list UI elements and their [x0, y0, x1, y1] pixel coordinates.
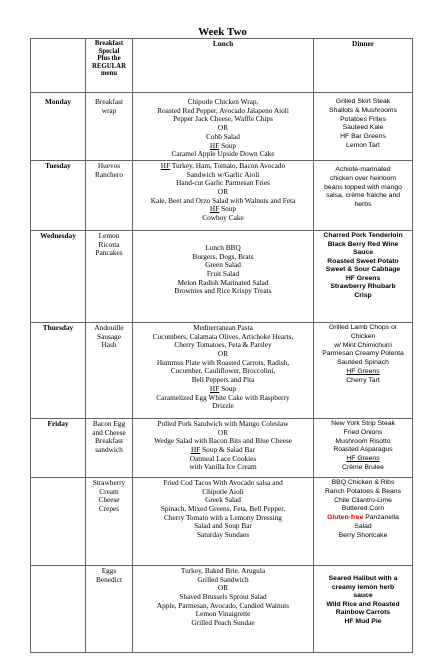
table-row	[31, 160, 413, 230]
weekly-menu-table	[30, 38, 413, 653]
breakfast-cell: Breakfast wrap	[86, 93, 133, 161]
lunch-cell: Pulled Pork Sandwich with Mango Coleslaw OR Wedge Salad with Bacon Bits and Blue Cheese HF Soup & Salad Bar Oatmeal Lace Cookies with Vanilla Ice Cream	[133, 418, 314, 477]
dinner-cell: Seared Halibut with a creamy lemon herb sauce Wild Rice and Roasted Rainbow Carrots HF Mud Pie	[314, 565, 413, 652]
lunch-cell: Chipotle Chicken Wrap, Roasted Red Pepper, Avocado Jalapeno Aioli Pepper Jack Cheese, Waffle Chips OR Cobb Salad HF Soup Caramel Apple Upside Down Cake	[133, 93, 314, 161]
day-label: Friday	[31, 418, 86, 477]
table-row	[31, 477, 413, 565]
breakfast-cell: Bacon Egg and Cheese Breakfast sandwich	[86, 418, 133, 477]
breakfast-cell: Huevos Ranchero	[86, 160, 133, 230]
table-row	[31, 230, 413, 322]
lunch-cell: Fried Cod Tacos With Avocado salsa and Chipotle Aioli Greek Salad Spinach, Mixed Greens, Feta, Bell Pepper, Cherry Tomato with a Lemony Dressing Salad and Soup Bar Saturday Sundaes	[133, 477, 314, 565]
day-label: Wednesday	[31, 230, 86, 322]
header-dinner: Dinner	[314, 39, 413, 93]
breakfast-cell: Andouille Sausage Hash	[86, 322, 133, 418]
day-label: Monday	[31, 93, 86, 161]
lunch-cell: HF Turkey, Ham, Tomato, Bacon Avocado Sandwich w/Garlic Aioli Hand-cut Garlic Parmesan Fries OR Kale, Beet and Orzo Salad with Walnuts and Feta HF Soup Cowboy Cake	[133, 160, 314, 230]
header-breakfast: Breakfast Special Plus the REGULAR menu	[86, 39, 133, 93]
header-lunch: Lunch	[133, 39, 314, 93]
day-label	[31, 565, 86, 652]
table-row	[31, 418, 413, 477]
day-label: Thursday	[31, 322, 86, 418]
page-title: Week Two	[198, 26, 247, 38]
dinner-cell: Grilled Skirt Steak Shallots & Mushrooms Potatoes Frites Sauteed Kale HF Bar Greens Lemon Tart	[314, 93, 413, 161]
lunch-cell: Mediterranean Pasta Cucumbers, Calamata Olives, Artichoke Hearts, Cherry Tomatoes, Feta & Parsley OR Hummus Plate with Roasted Carrots, Radish, Cucumber, Cauliflower, Broccolini, Bell Peppers and Pita HF Soup Caramelized Egg White Cake with Raspberry Drizzle	[133, 322, 314, 418]
header-day	[31, 39, 86, 93]
breakfast-cell: Eggs Benedict	[86, 565, 133, 652]
dinner-cell: BBQ Chicken & Ribs Ranch Potatoes & Beans Chile Cilantro-Lime Buttered Corn Gluten-free Panzanella Salad Berry Shortcake	[314, 477, 413, 565]
gluten-free-label: Gluten-free	[327, 514, 364, 522]
dinner-cell: Achiote-marinated chicken over heirloom beans topped with mango salsa, crème fraiche and herbs	[314, 160, 413, 230]
lunch-cell: Turkey, Baked Brie, Arugula Grilled Sandwich OR Shaved Brussels Sprout Salad Apple, Parmesan, Avocado, Candied Walnuts Lemon Vinaigrette Grilled Peach Sundae	[133, 565, 314, 652]
table-row	[31, 565, 413, 652]
table-row	[31, 93, 413, 161]
dinner-cell: Charred Pork Tenderloin Black Berry Red Wine Sauce Roasted Sweet Potato Sweet & Sour Cabbage HF Greens Strawberry Rhubarb Crisp	[314, 230, 413, 322]
table-row	[31, 322, 413, 418]
dinner-cell: New York Strip Steak Fried Onions Mushroom Risotto Roasted Asparagus HF Greens Crème Brulee	[314, 418, 413, 477]
breakfast-cell: Lemon Ricotta Pancakes	[86, 230, 133, 322]
breakfast-cell: Strawberry Cream Cheese Crepes	[86, 477, 133, 565]
lunch-cell: Lunch BBQ Burgers, Dogs, Brats Green Salad Fruit Salad Melon Radish Marinated Salad Brownies and Rice Krispy Treats	[133, 230, 314, 322]
day-label: Tuesday	[31, 160, 86, 230]
header-row	[31, 39, 413, 93]
day-label	[31, 477, 86, 565]
dinner-cell: Grilled Lamb Chops or Chicken w/ Mint Chimichurri Parmesan Creamy Polenta Sautéed Spinach HF Greens Cherry Tart	[314, 322, 413, 418]
